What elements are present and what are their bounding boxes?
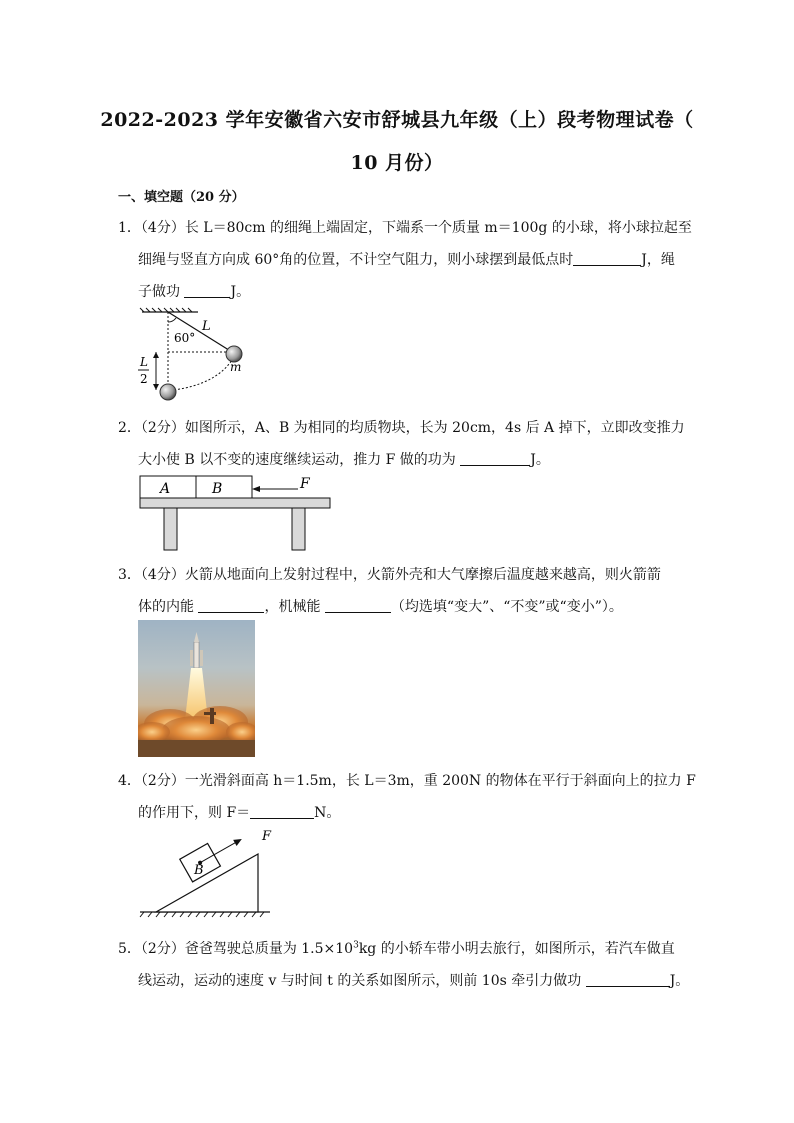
- question-2-number: 2．: [118, 420, 141, 436]
- question-1-line-1: [118, 217, 692, 237]
- angle-label: 60°: [174, 331, 196, 345]
- question-4-line-2: [138, 802, 340, 822]
- block-b: [196, 476, 252, 498]
- question-2-text-3: J。: [530, 452, 550, 468]
- question-3-line-2: [138, 596, 623, 616]
- question-1-text-4: 子做功: [138, 284, 180, 300]
- table-top: [140, 498, 330, 508]
- question-3-text-2: 体的内能: [138, 599, 194, 615]
- length-label: L: [202, 319, 211, 334]
- mass-label: m: [230, 360, 242, 374]
- section-heading-fill-blank: 一、填空题（20 分）: [118, 190, 245, 205]
- half-length-numerator: L: [140, 355, 148, 369]
- question-1-number: 1．: [118, 220, 141, 236]
- question-1-line-2: [138, 249, 675, 269]
- question-2-line-1: [118, 417, 685, 437]
- question-2-text-1: （2分）如图所示，A、B 为相同的均质物块，长为 20cm，4s 后 A 掉下，立即改变推力: [140, 420, 685, 436]
- answer-blank-5[interactable]: [586, 972, 670, 987]
- block-b-label: B: [212, 481, 223, 497]
- question-4-text-1: （2分）一光滑斜面高 h＝1.5m，长 L＝3m，重 200N 的物体在平行于斜面向上的拉力 F: [140, 773, 696, 789]
- incline-figure: [138, 826, 278, 922]
- answer-blank-3b[interactable]: [325, 598, 391, 613]
- blocks-on-table-figure: [138, 474, 334, 554]
- exam-title-line2: 10 月份）: [350, 152, 444, 174]
- answer-blank-3a[interactable]: [198, 598, 264, 613]
- question-4-line-1: [118, 770, 696, 790]
- question-1-line-3: [138, 281, 250, 301]
- question-5-text-3: 线运动，运动的速度 v 与时间 t 的关系如图所示，则前 10s 牵引力做功: [138, 973, 582, 989]
- question-3-text-4: （均选填“变大”、“不变”或“变小”）。: [390, 599, 623, 615]
- force-label: F: [300, 476, 310, 492]
- question-2-line-2: [138, 449, 550, 469]
- question-1-text-2: 细绳与竖直方向成 60°角的位置，不计空气阻力，则小球摆到最低点时: [138, 252, 574, 268]
- question-3-text-3: ，机械能: [264, 599, 321, 615]
- question-5-line-1: [118, 938, 675, 958]
- question-5-exponent: 3: [353, 940, 359, 951]
- table-leg-left: [164, 508, 177, 550]
- question-3-text-1: （4分）火箭从地面向上发射过程中，火箭外壳和大气摩擦后温度越来越高，则火箭箭: [140, 567, 661, 583]
- pendulum-ball-lowest: [160, 384, 176, 400]
- question-3-number: 3．: [118, 567, 141, 583]
- question-2-text-2: 大小使 B 以不变的速度继续运动，推力 F 做的功为: [138, 452, 456, 468]
- incline-force-label: F: [262, 829, 272, 844]
- question-1-text-5: J。: [230, 284, 251, 300]
- question-4-number: 4．: [118, 773, 141, 789]
- question-4-text-3: N。: [314, 805, 341, 821]
- incline-block-label: B: [194, 863, 204, 878]
- answer-blank-2[interactable]: [460, 451, 530, 466]
- answer-blank-1a[interactable]: [573, 251, 641, 266]
- pendulum-figure: [136, 308, 256, 404]
- question-1-text-1: （4分）长 L＝80cm 的细绳上端固定，下端系一个质量 m＝100g 的小球，将小球拉起至: [140, 220, 692, 236]
- question-5-text-4: J。: [669, 973, 690, 989]
- table-leg-right: [292, 508, 305, 550]
- question-5-line-2: [138, 970, 689, 990]
- answer-blank-4[interactable]: [250, 804, 314, 819]
- question-4-text-2: 的作用下，则 F＝: [138, 805, 251, 821]
- question-5-text-2: kg 的小轿车带小明去旅行，如图所示，若汽车做直: [358, 941, 675, 957]
- rocket-launch-photo: [138, 620, 255, 757]
- block-a-label: A: [160, 481, 171, 497]
- question-3-line-1: [118, 564, 661, 584]
- exam-title-line1: 2022-2023 学年安徽省六安市舒城县九年级（上）段考物理试卷（: [100, 109, 694, 131]
- question-5-number: 5．: [118, 941, 141, 957]
- question-1-text-3: J，绳: [641, 252, 675, 268]
- question-5-text-1: （2分）爸爸驾驶总质量为 1.5×10: [140, 941, 354, 957]
- answer-blank-1b[interactable]: [184, 283, 230, 298]
- half-length-denominator: 2: [140, 372, 148, 386]
